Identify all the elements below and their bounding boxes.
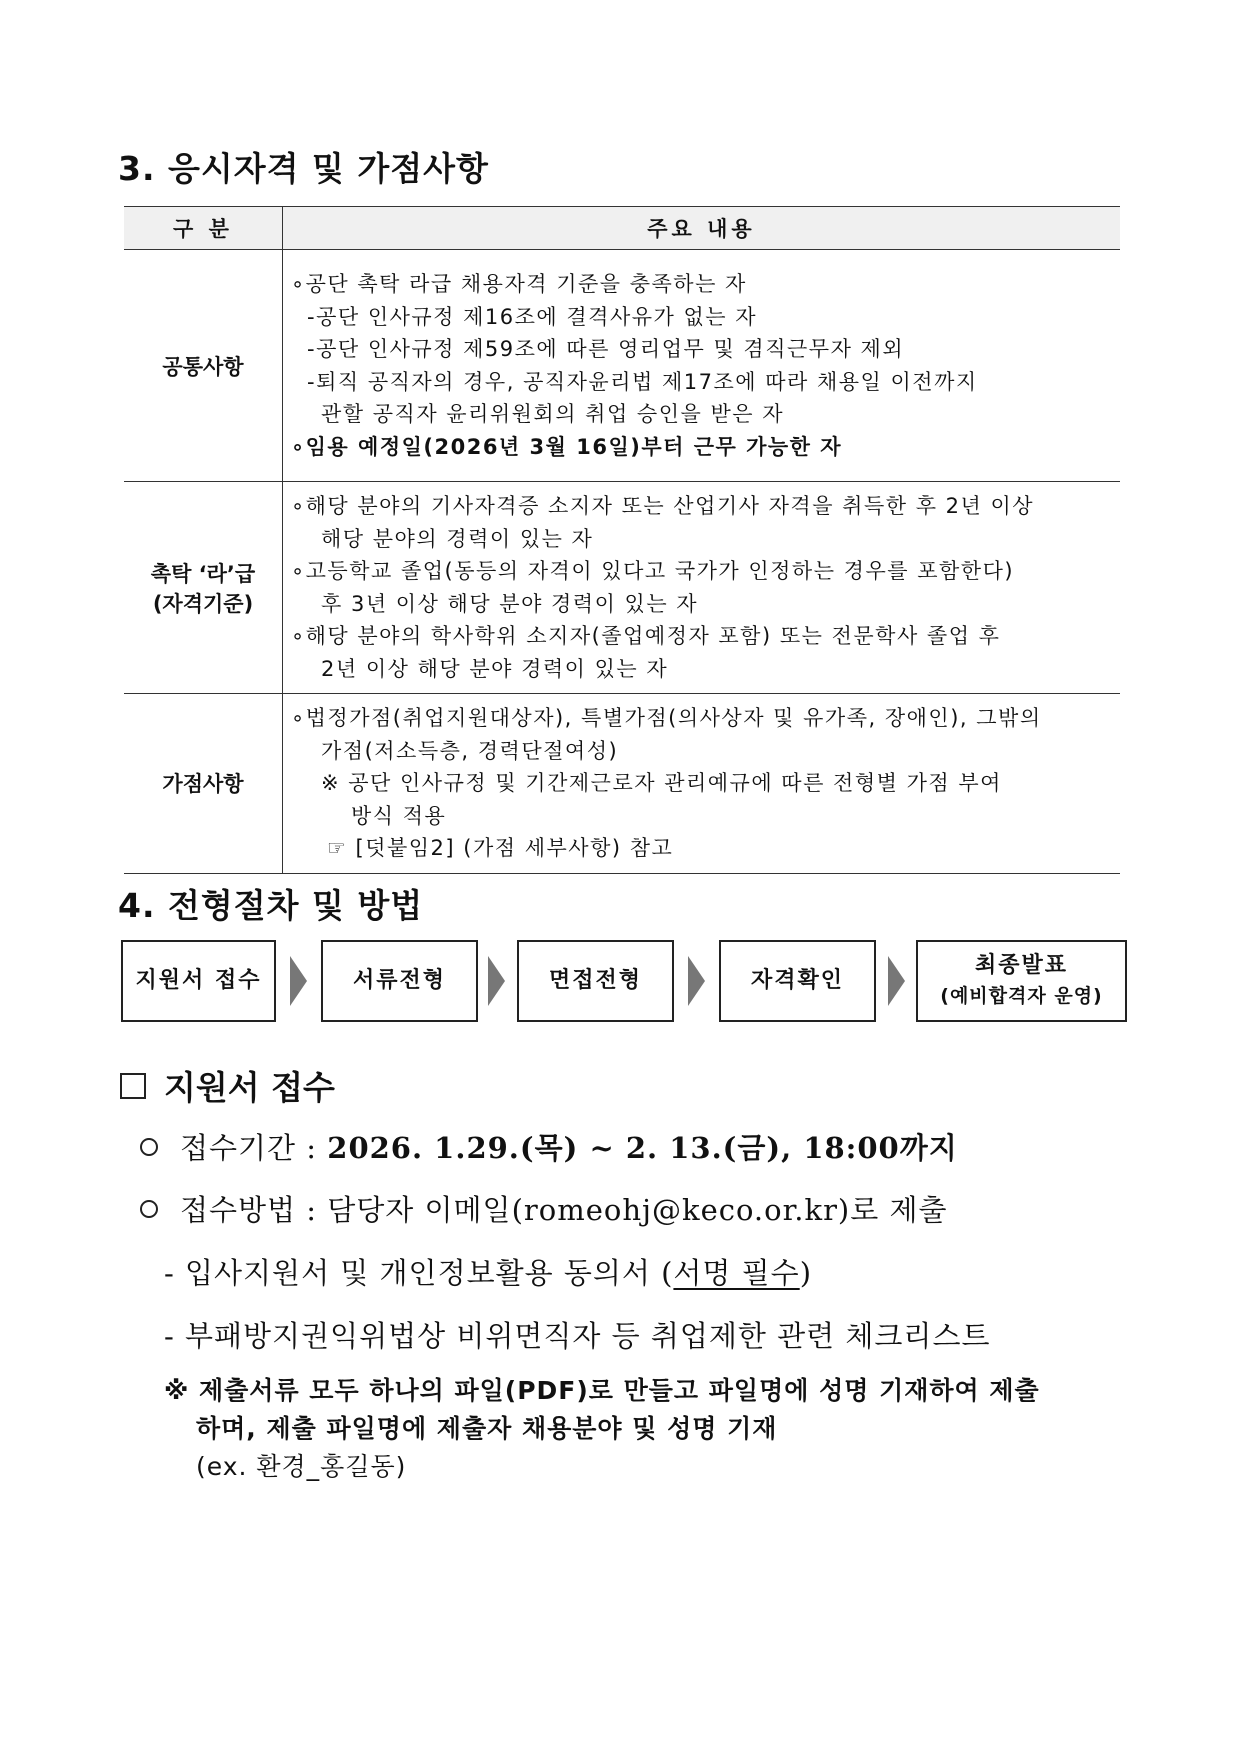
application-method xyxy=(140,1188,948,1229)
content-line: ∘해당 분야의 학사학위 소지자(졸업예정자 포함) 또는 전문학사 졸업 후 xyxy=(291,624,1001,648)
content-line: ☞ [덧붙임2] (가점 세부사항) 참고 xyxy=(327,836,674,860)
circle-bullet-icon xyxy=(140,1200,158,1218)
content-line: 2년 이상 해당 분야 경력이 있는 자 xyxy=(321,656,669,681)
section-4-title: 4. 전형절차 및 방법 xyxy=(118,886,424,925)
checkbox-square-icon xyxy=(120,1073,146,1099)
method-value: 담당자 이메일(romeohj@keco.or.kr)로 제출 xyxy=(327,1193,948,1227)
content-line: -공단 인사규정 제59조에 따른 영리업무 및 겸직근무자 제외 xyxy=(307,337,905,361)
step-label: 서류전형 xyxy=(352,968,446,993)
table-row xyxy=(124,250,1120,482)
row-content-bonus xyxy=(283,694,1121,874)
header-category: 구 분 xyxy=(124,207,283,250)
step-label: 최종발표 xyxy=(974,953,1068,978)
header-content: 주요 내용 xyxy=(283,207,1121,250)
required-document-1 xyxy=(164,1251,812,1292)
application-subtitle xyxy=(120,1062,335,1109)
note-line-3: (ex. 환경_홍길동) xyxy=(196,1452,407,1481)
step-application xyxy=(121,940,276,1022)
application-title: 지원서 접수 xyxy=(164,1068,335,1107)
content-line: 방식 적용 xyxy=(351,803,447,828)
table-row xyxy=(124,694,1120,874)
row-label-common: 공통사항 xyxy=(124,250,283,482)
arrow-right-icon xyxy=(290,956,307,1006)
application-period xyxy=(140,1126,958,1167)
step-document-screening xyxy=(321,940,478,1022)
note-line-2: 하며, 제출 파일명에 제출자 채용분야 및 성명 기재 xyxy=(196,1414,778,1443)
content-line: 가점(저소득층, 경력단절여성) xyxy=(321,738,619,763)
table-row xyxy=(124,482,1120,694)
grade-label-sub: (자격기준) xyxy=(152,591,254,616)
row-label-bonus: 가점사항 xyxy=(124,694,283,874)
period-label: 접수기간 : xyxy=(180,1131,318,1165)
doc1-prefix: - 입사지원서 및 개인정보활용 동의서 ( xyxy=(164,1256,674,1290)
period-value: 2026. 1.29.(목) ~ 2. 13.(금), 18:00까지 xyxy=(327,1131,958,1165)
section-3-title: 3. 응시자격 및 가점사항 xyxy=(118,149,489,188)
step-sublabel: (예비합격자 운영) xyxy=(940,985,1103,1007)
row-label-grade xyxy=(124,482,283,694)
arrow-right-icon xyxy=(488,956,505,1006)
content-line: ∘법정가점(취업지원대상자), 특별가점(의사상자 및 유가족, 장애인), 그밖의 xyxy=(291,706,1042,730)
note-line-1: ※ 제출서류 모두 하나의 파일(PDF)로 만들고 파일명에 성명 기재하여 제출 xyxy=(164,1376,1040,1405)
content-line: ∘공단 촉탁 라급 채용자격 기준을 충족하는 자 xyxy=(291,272,747,296)
content-line: ※ 공단 인사규정 및 기간제근로자 관리예규에 따른 전형별 가점 부여 xyxy=(321,771,1002,795)
content-line: 후 3년 이상 해당 분야 경력이 있는 자 xyxy=(321,591,699,616)
arrow-right-icon xyxy=(688,956,705,1006)
submission-note xyxy=(164,1372,1124,1486)
step-label: 지원서 접수 xyxy=(135,968,262,993)
doc1-suffix: ) xyxy=(799,1256,813,1290)
selection-process-flow xyxy=(121,940,1131,1024)
content-line: ∘임용 예정일(2026년 3월 16일)부터 근무 가능한 자 xyxy=(291,434,843,459)
content-line: -퇴직 공직자의 경우, 공직자윤리법 제17조에 따라 채용일 이전까지 xyxy=(307,369,978,394)
step-qualification-check xyxy=(719,940,876,1022)
circle-bullet-icon xyxy=(140,1138,158,1156)
content-line: 해당 분야의 경력이 있는 자 xyxy=(321,526,594,551)
table-header-row xyxy=(124,207,1120,250)
arrow-right-icon xyxy=(888,956,905,1006)
required-document-2: - 부패방지권익위법상 비위면직자 등 취업제한 관련 체크리스트 xyxy=(164,1319,991,1353)
grade-label: 촉탁 ‘라’급 xyxy=(150,561,256,586)
content-line: ∘고등학교 졸업(동등의 자격이 있다고 국가가 인정하는 경우를 포함한다) xyxy=(291,559,1015,583)
row-content-grade xyxy=(283,482,1121,694)
step-interview xyxy=(517,940,674,1022)
doc1-signature-required: 서명 필수 xyxy=(673,1256,800,1290)
content-line: 관할 공직자 윤리위원회의 취업 승인을 받은 자 xyxy=(321,402,784,426)
method-label: 접수방법 : xyxy=(180,1193,318,1227)
row-content-common xyxy=(283,250,1121,482)
step-final-announcement xyxy=(916,940,1127,1022)
content-line: ∘해당 분야의 기사자격증 소지자 또는 산업기사 자격을 취득한 후 2년 이상 xyxy=(291,494,1035,518)
step-label: 면접전형 xyxy=(548,968,642,993)
step-label: 자격확인 xyxy=(750,968,844,993)
content-line: -공단 인사규정 제16조에 결격사유가 없는 자 xyxy=(307,304,758,329)
qualification-table xyxy=(124,206,1120,874)
